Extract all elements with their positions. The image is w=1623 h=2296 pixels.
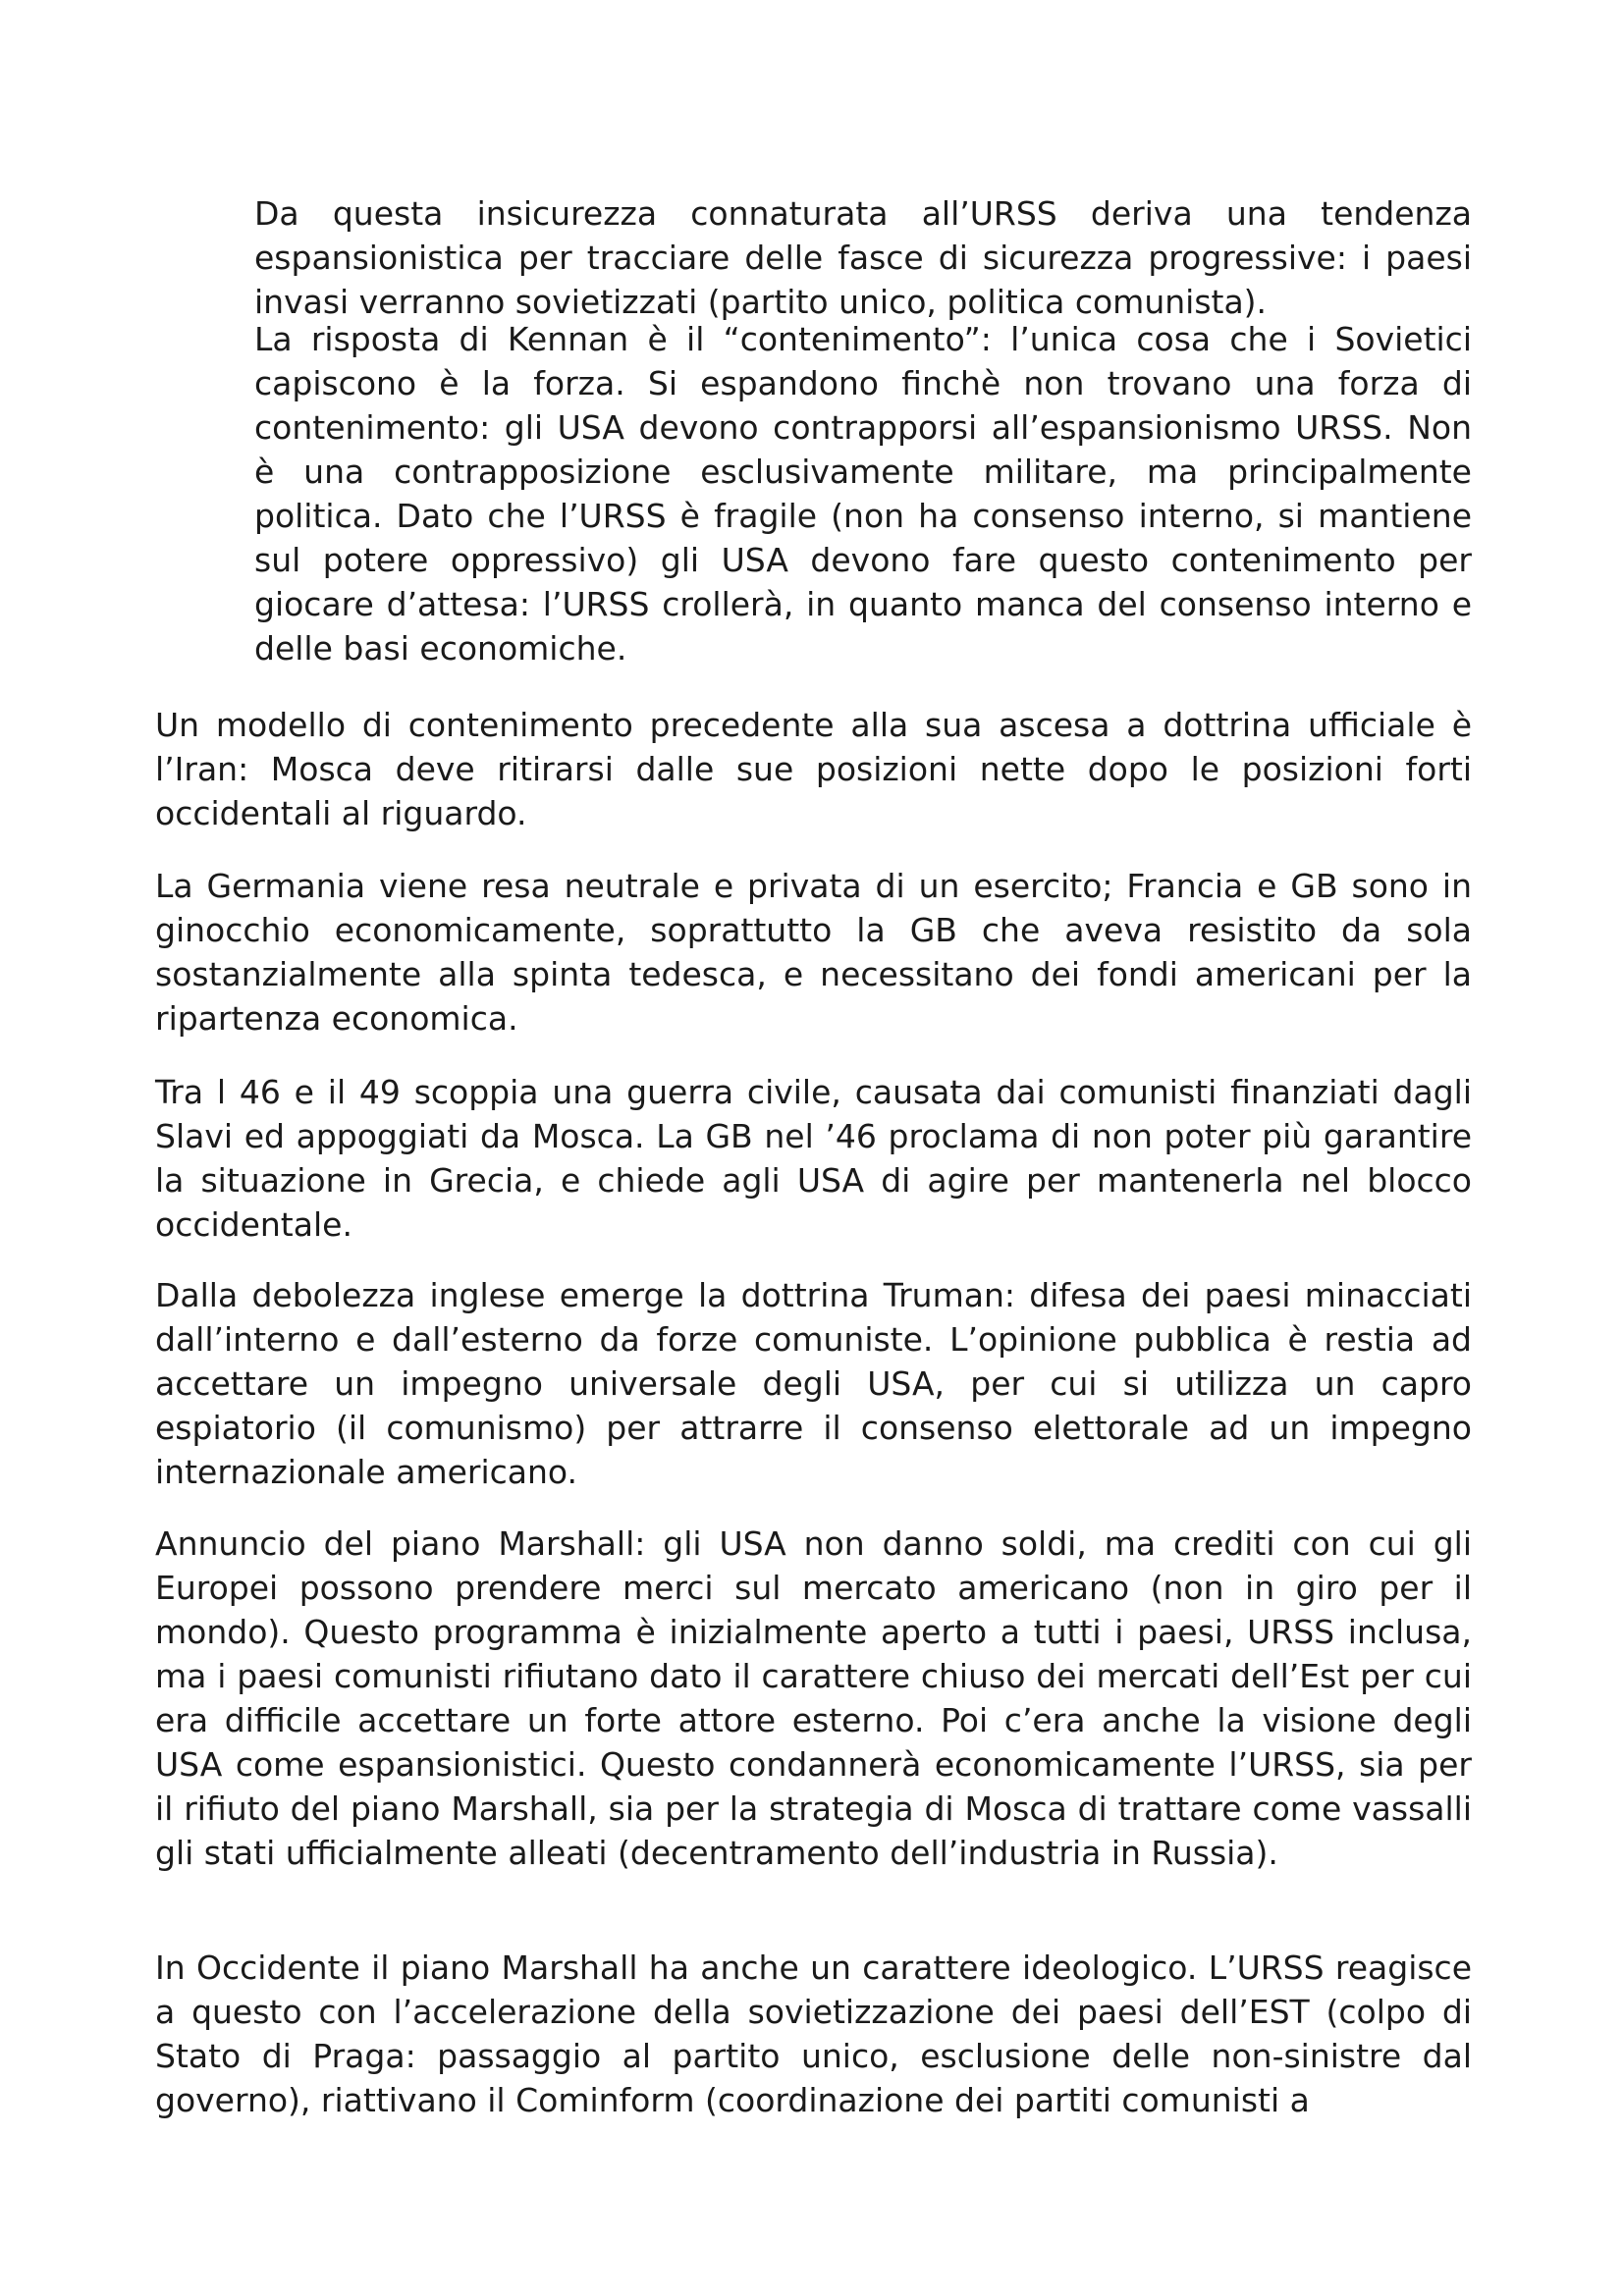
paragraph-germany-france-gb: La Germania viene resa neutrale e privata di un esercito; Francia e GB sono in ginocchio economicamente, soprattutto la GB che aveva resistito da sola sostanzialmente alla spinta tedesca, e necessitano dei fondi americani per la ripartenza economica. (155, 867, 1472, 1038)
paragraph-urss-insecurity: Da questa insicurezza connaturata all’URSS deriva una tendenza espansionistica per tracciare delle fasce di sicurezza progressive: i paesi invasi verranno sovietizzati (partito unico, politica comunista). (254, 194, 1472, 321)
paragraph-kennan-containment: La risposta di Kennan è il “contenimento”: l’unica cosa che i Sovietici capiscono è la forza. Si espandono finchè non trovano una forza di contenimento: gli USA devono contrapporsi all’espansionismo URSS. Non è una contrapposizione esclusivamente militare, ma principalmente politica. Dato che l’URSS è fragile (non ha consenso interno, si mantiene sul potere oppressivo) gli USA devono fare questo contenimento per giocare d’attesa: l’URSS crollerà, in quanto manca del consenso interno e delle basi economiche. (254, 320, 1472, 667)
paragraph-iran-model: Un modello di contenimento precedente alla sua ascesa a dottrina ufficiale è l’Iran: Mosca deve ritirarsi dalle sue posizioni nette dopo le posizioni forti occidentali al riguardo. (155, 706, 1472, 832)
paragraph-marshall-plan: Annuncio del piano Marshall: gli USA non danno soldi, ma crediti con cui gli Europei possono prendere merci sul mercato americano (non in giro per il mondo). Questo programma è inizialmente aperto a tutti i paesi, URSS inclusa, ma i paesi comunisti rifiutano dato il carattere chiuso dei mercati dell’Est per cui era difficile accettare un forte attore esterno. Poi c’era anche la visione degli USA come espansionistici. Questo condannerà economicamente l’URSS, sia per il rifiuto del piano Marshall, sia per la strategia di Mosca di trattare come vassalli gli stati ufficialmente alleati (decentramento dell’industria in Russia). (155, 1524, 1472, 1872)
paragraph-greek-civil-war: Tra l 46 e il 49 scoppia una guerra civile, causata dai comunisti finanziati dagli Slavi ed appoggiati da Mosca. La GB nel ’46 proclama di non poter più garantire la situazione in Grecia, e chiede agli USA di agire per mantenerla nel blocco occidentale. (155, 1073, 1472, 1244)
paragraph-western-ideology: In Occidente il piano Marshall ha anche un carattere ideologico. L’URSS reagisce a questo con l’accelerazione della sovietizzazione dei paesi dell’EST (colpo di Stato di Praga: passaggio al partito unico, esclusione delle non-sinistre dal governo), riattivano il Cominform (coordinazione dei partiti comunisti a (155, 1949, 1472, 2119)
paragraph-truman-doctrine: Dalla debolezza inglese emerge la dottrina Truman: difesa dei paesi minacciati dall’interno e dall’esterno da forze comuniste. L’opinione pubblica è restia ad accettare un impegno universale degli USA, per cui si utilizza un capro espiatorio (il comunismo) per attrarre il consenso elettorale ad un impegno internazionale americano. (155, 1276, 1472, 1491)
